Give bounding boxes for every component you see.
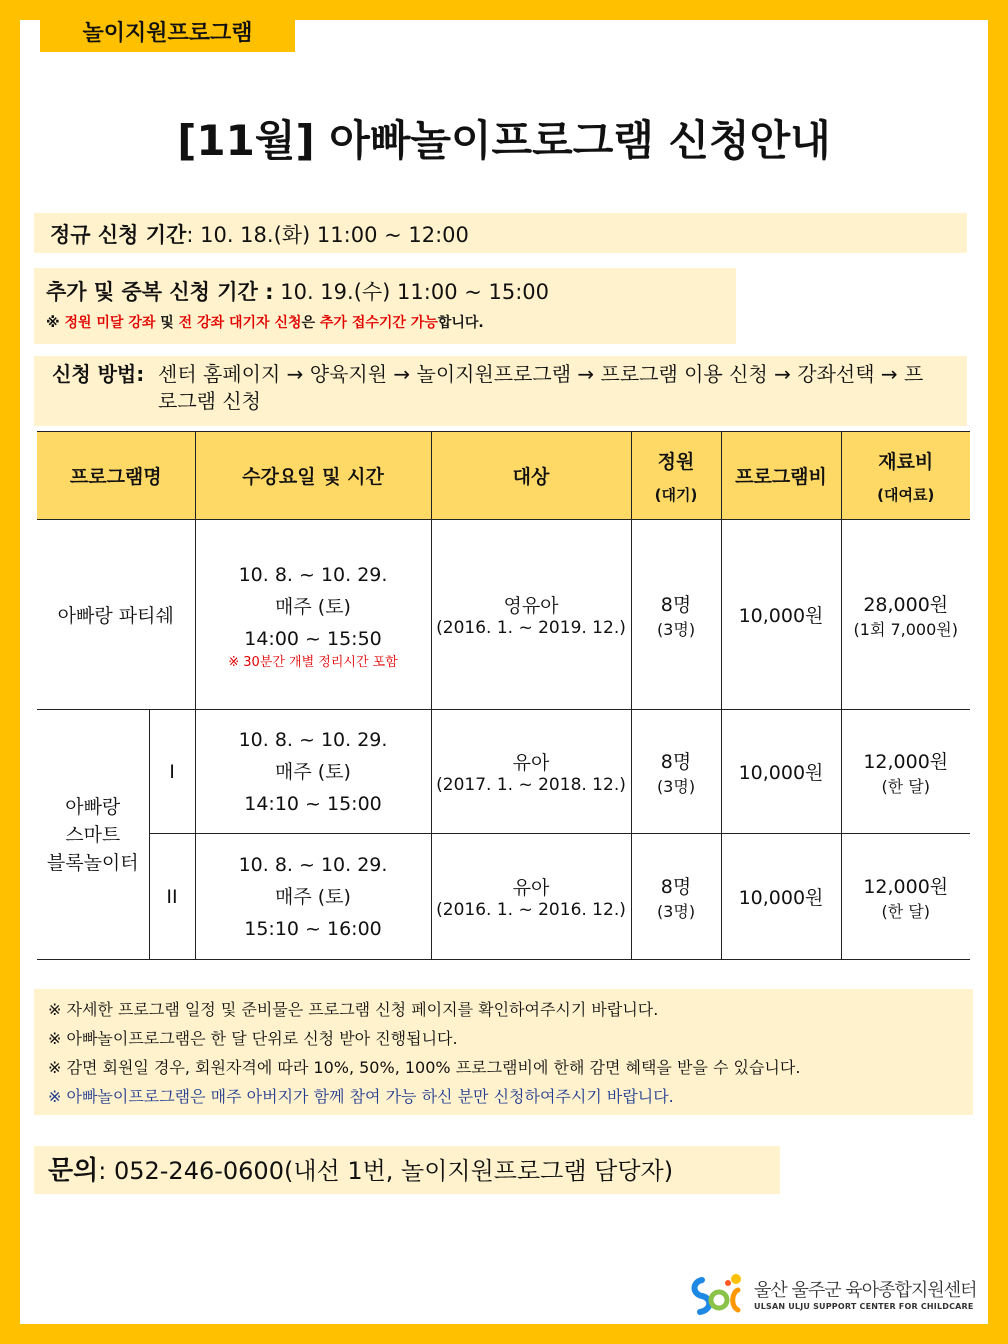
category-tab: 놀이지원프로그램 <box>40 10 295 52</box>
notes-panel <box>34 989 973 1115</box>
note-mid-2: 은 <box>301 315 320 331</box>
header-capacity <box>631 432 721 520</box>
row2-level: I <box>149 710 195 834</box>
row2-material <box>841 710 970 834</box>
center-logo <box>688 1270 983 1320</box>
row2-fee: 10,000원 <box>721 710 841 834</box>
note-red-2: 전 강좌 대기자 신청 <box>178 315 302 331</box>
header-material-sub: (대여료) <box>877 485 935 504</box>
contact-label: 문의 <box>48 1156 99 1186</box>
row3-schedule <box>195 834 431 960</box>
row3-time: 15:10 ~ 16:00 <box>244 917 382 940</box>
additional-period-value: 10. 19.(수) 11:00 ~ 15:00 <box>280 280 550 304</box>
note-mid-1: 및 <box>155 315 179 331</box>
row2-schedule <box>195 710 431 834</box>
row1-capacity <box>631 520 721 710</box>
row1-date: 10. 8. ~ 10. 29. <box>238 563 388 586</box>
row1-target <box>431 520 631 710</box>
row1-note: ※ 30분간 개별 정리시간 포함 <box>228 654 398 670</box>
row2-capacity <box>631 710 721 834</box>
row1-time: 14:00 ~ 15:50 <box>244 627 382 650</box>
header-capacity-label: 정원 <box>657 450 695 473</box>
note-item: ※ 아빠놀이프로그램은 한 달 단위로 신청 받아 진행됩니다. <box>48 1029 458 1048</box>
note-red-3: 추가 접수기간 가능 <box>319 315 438 331</box>
row3-waiting: (3명) <box>656 901 696 921</box>
row1-waiting: (3명) <box>656 619 696 639</box>
table-row <box>37 520 970 710</box>
row1-target-range: (2016. 1. ~ 2019. 12.) <box>436 618 626 638</box>
note-end: 합니다. <box>437 315 484 331</box>
header-material <box>841 432 970 520</box>
header-material-label: 재료비 <box>878 450 934 473</box>
center-name-english: ULSAN ULJU SUPPORT CENTER FOR CHILDCARE <box>754 1301 974 1311</box>
additional-period-panel <box>34 268 736 344</box>
row2-waiting: (3명) <box>656 776 696 796</box>
row3-target <box>431 834 631 960</box>
table-row <box>37 710 970 834</box>
row2-target-label: 유아 <box>512 752 550 774</box>
row3-level: II <box>149 834 195 960</box>
additional-period-label: 추가 및 중복 신청 기간 : <box>46 280 274 304</box>
method-value: 센터 홈페이지 → 양육지원 → 놀이지원프로그램 → 프로그램 이용 신청 → 강좌선택 → 프로그램 신청 <box>158 362 924 413</box>
group2-name: 아빠랑 스마트 블록놀이터 <box>37 710 149 960</box>
row1-material-value: 28,000원 <box>863 593 949 616</box>
row3-material-value: 12,000원 <box>863 875 949 898</box>
row1-capacity-value: 8명 <box>660 593 692 616</box>
header-name: 프로그램명 <box>37 432 195 520</box>
header-fee: 프로그램비 <box>721 432 841 520</box>
row1-material <box>841 520 970 710</box>
row2-target <box>431 710 631 834</box>
row1-material-sub: (1회 7,000원) <box>853 619 958 639</box>
row1-name: 아빠랑 파티쉐 <box>37 520 195 710</box>
header-capacity-sub: (대기) <box>654 485 698 504</box>
row2-target-range: (2017. 1. ~ 2018. 12.) <box>436 775 626 795</box>
additional-period-note <box>46 312 724 332</box>
row1-target-label: 영유아 <box>503 595 559 617</box>
note-item: ※ 자세한 프로그램 일정 및 준비물은 프로그램 신청 페이지를 확인하여주시기 바랍니다. <box>48 1000 659 1019</box>
method-panel <box>34 356 967 426</box>
row3-day: 매주 (토) <box>275 885 351 908</box>
row1-fee: 10,000원 <box>721 520 841 710</box>
row3-target-label: 유아 <box>512 877 550 899</box>
regular-period-panel <box>34 213 967 253</box>
row2-material-sub: (한 달) <box>881 776 930 796</box>
row2-material-value: 12,000원 <box>863 750 949 773</box>
method-label: 신청 방법: <box>52 362 145 386</box>
header-schedule: 수강요일 및 시간 <box>195 432 431 520</box>
note-prefix: ※ <box>46 315 65 331</box>
table-header-row <box>37 432 970 520</box>
center-name-korean: 울산 울주군 육아종합지원센터 <box>754 1279 977 1301</box>
row3-target-range: (2016. 1. ~ 2016. 12.) <box>436 900 626 920</box>
note-red-1: 정원 미달 강좌 <box>64 315 156 331</box>
row1-day: 매주 (토) <box>275 595 351 618</box>
row1-schedule <box>195 520 431 710</box>
contact-value: : 052-246-0600(내선 1번, 놀이지원프로그램 담당자) <box>98 1157 674 1185</box>
schedule-table <box>37 431 970 960</box>
contact-panel <box>34 1146 780 1194</box>
header-target: 대상 <box>431 432 631 520</box>
row2-time: 14:10 ~ 15:00 <box>244 792 382 815</box>
row2-day: 매주 (토) <box>275 760 351 783</box>
row3-capacity <box>631 834 721 960</box>
row3-material <box>841 834 970 960</box>
note-item: ※ 아빠놀이프로그램은 매주 아버지가 함께 참여 가능 하신 분만 신청하여주시기 바랍니다. <box>48 1087 674 1106</box>
page-title: [11월] 아빠놀이프로그램 신청안내 <box>177 116 831 165</box>
center-logo-icon <box>688 1270 746 1320</box>
regular-period-label: 정규 신청 기간 <box>50 223 187 247</box>
table-row <box>37 834 970 960</box>
row3-fee: 10,000원 <box>721 834 841 960</box>
row3-material-sub: (한 달) <box>881 901 930 921</box>
row2-capacity-value: 8명 <box>660 750 692 773</box>
regular-period-value: : 10. 18.(화) 11:00 ~ 12:00 <box>186 223 469 247</box>
row3-capacity-value: 8명 <box>660 875 692 898</box>
row3-date: 10. 8. ~ 10. 29. <box>238 853 388 876</box>
note-item: ※ 감면 회원일 경우, 회원자격에 따라 10%, 50%, 100% 프로그램비에 한해 감면 혜택을 받을 수 있습니다. <box>48 1058 801 1077</box>
row2-date: 10. 8. ~ 10. 29. <box>238 728 388 751</box>
